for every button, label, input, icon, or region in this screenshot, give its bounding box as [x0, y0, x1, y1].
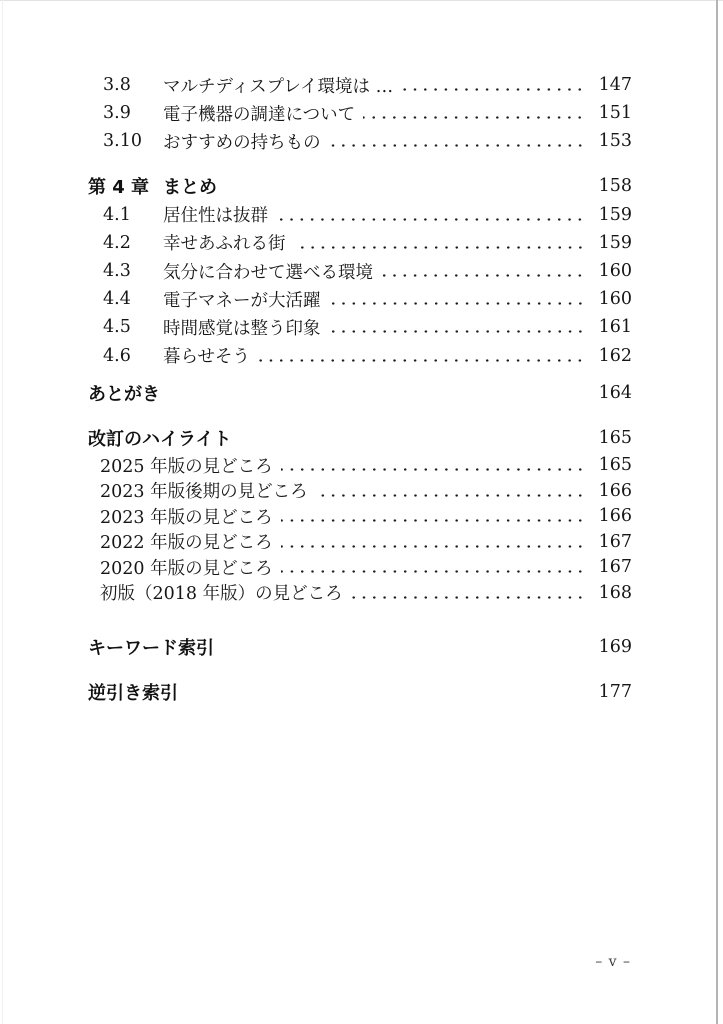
- entry-page: 167: [598, 531, 632, 552]
- toc-row: [103, 229, 632, 257]
- entry-title: 2022 年版の見どころ: [100, 533, 273, 554]
- entry-number: 4.2: [103, 232, 131, 253]
- entry-title: 幸せあふれる街: [163, 234, 286, 255]
- entry-title: 2025 年版の見どころ: [100, 456, 273, 477]
- dot-leader: [281, 453, 585, 479]
- toc-row: [103, 257, 632, 285]
- entry-title: 電子マネーが大活躍: [163, 290, 321, 311]
- dot-leader: [281, 555, 585, 581]
- footer-page-number: – v –: [595, 954, 631, 970]
- dot-leader: [294, 229, 586, 257]
- entry-page: 167: [598, 557, 632, 578]
- dot-leader: [363, 99, 585, 127]
- toc-row: [103, 285, 632, 313]
- toc-row: [100, 478, 632, 504]
- entry-number: 第 4 章: [88, 176, 150, 198]
- entry-number: 4.3: [103, 261, 131, 282]
- dot-leader: [329, 285, 586, 313]
- entry-title: 改訂のハイライト: [88, 428, 232, 450]
- entry-page: 160: [598, 289, 632, 310]
- entry-title: まとめ: [163, 176, 217, 198]
- entry-page: 165: [598, 427, 632, 448]
- entry-number: 4.5: [103, 317, 131, 338]
- dot-leader: [258, 342, 585, 370]
- dot-leader: [281, 529, 585, 555]
- entry-number: 4.4: [103, 289, 131, 310]
- entry-title: あとがき: [88, 383, 160, 405]
- entry-page: 165: [598, 455, 632, 476]
- entry-title: 時間感覚は整う印象: [163, 318, 321, 339]
- entry-page: 161: [598, 317, 632, 338]
- toc-row: [100, 580, 632, 606]
- entry-page: 166: [598, 506, 632, 527]
- toc-row: [88, 378, 632, 408]
- dot-leader: [276, 201, 585, 229]
- entry-page: 177: [598, 681, 632, 702]
- entry-title: 2023 年版の見どころ: [100, 507, 273, 528]
- toc-row: [88, 677, 632, 707]
- page-edge-left-line: [2, 0, 3, 1024]
- entry-title: 2020 年版の見どころ: [100, 558, 273, 579]
- toc-row: [88, 632, 632, 662]
- toc-row: [100, 529, 632, 555]
- toc-row: [103, 313, 632, 341]
- entry-page: 151: [598, 103, 632, 124]
- dot-leader: [329, 313, 586, 341]
- entry-title: 居住性は抜群: [163, 206, 268, 227]
- entry-title: 暮らせそう: [163, 347, 250, 368]
- dot-leader: [401, 71, 585, 99]
- page-edge-right-line: [716, 0, 718, 1024]
- dot-leader: [351, 580, 585, 606]
- entry-title: 初版（2018 年版）の見どころ: [100, 584, 343, 605]
- dot-leader: [316, 478, 585, 504]
- entry-page: 158: [598, 175, 632, 196]
- entry-page: 153: [598, 131, 632, 152]
- toc-row: [88, 423, 632, 453]
- dot-leader: [225, 171, 585, 201]
- entry-title: 気分に合わせて選べる環境: [163, 262, 373, 283]
- entry-number: 4.6: [103, 345, 131, 366]
- entry-page: 147: [598, 75, 632, 96]
- dot-leader: [281, 504, 585, 530]
- entry-page: 159: [598, 232, 632, 253]
- entry-page: 169: [598, 636, 632, 657]
- entry-title: マルチディスプレイ環境は …: [163, 76, 394, 97]
- entry-page: 160: [598, 261, 632, 282]
- toc-row: [88, 171, 632, 201]
- entry-number: 3.9: [103, 103, 131, 124]
- dot-leader: [168, 378, 585, 408]
- toc-row: [100, 453, 632, 479]
- dot-leader: [381, 257, 585, 285]
- entry-number: 4.1: [103, 204, 131, 225]
- entry-page: 164: [598, 382, 632, 403]
- toc-row: [103, 201, 632, 229]
- dot-leader: [239, 423, 585, 453]
- toc-row: [103, 342, 632, 370]
- entry-number: 3.8: [103, 75, 131, 96]
- toc-row: [103, 99, 632, 127]
- entry-page: 159: [598, 204, 632, 225]
- entry-title: 逆引き索引: [88, 682, 178, 704]
- entry-page: 168: [598, 582, 632, 603]
- toc-row: [100, 504, 632, 530]
- toc-row: [100, 555, 632, 581]
- entry-page: 166: [598, 480, 632, 501]
- toc-row: [103, 71, 632, 99]
- entry-title: 2023 年版後期の見どころ: [100, 482, 308, 503]
- dot-leader: [186, 677, 585, 707]
- entry-page: 162: [598, 345, 632, 366]
- toc-row: [103, 127, 632, 155]
- table-of-contents: [88, 71, 632, 707]
- entry-title: おすすめの持ちもの: [163, 132, 321, 153]
- page-edge-top-line: [0, 0, 723, 1]
- entry-title: 電子機器の調達について: [163, 104, 356, 125]
- entry-title: キーワード索引: [88, 637, 214, 659]
- dot-leader: [329, 127, 585, 155]
- entry-number: 3.10: [103, 131, 142, 152]
- dot-leader: [222, 632, 585, 662]
